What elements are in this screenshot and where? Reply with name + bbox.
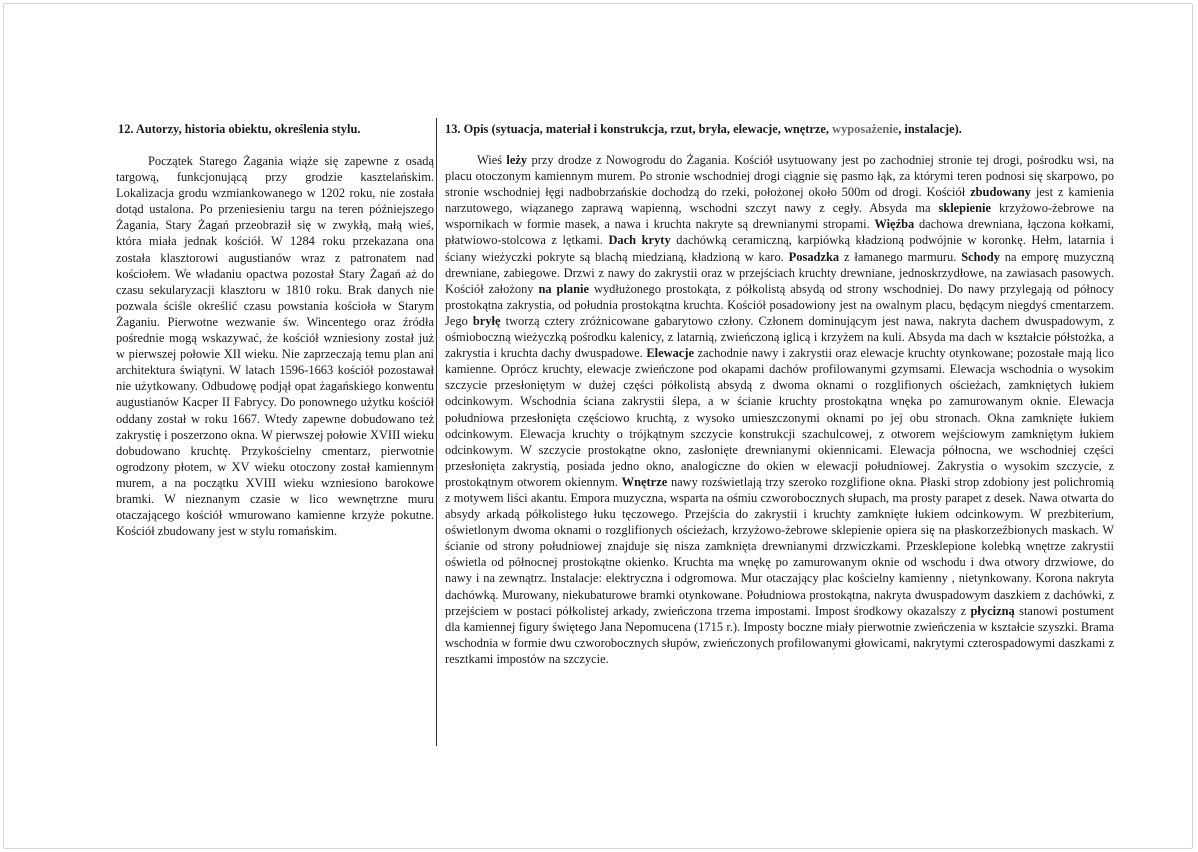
section-12-text	[116, 153, 434, 539]
keyword-bold: sklepienie	[938, 201, 991, 216]
section-12-heading: 12. Autorzy, historia obiektu, określenia stylu.	[118, 122, 361, 136]
keyword-bold: Schody	[961, 249, 1000, 264]
section-12-paragraph: Początek Starego Żagania wiąże się zapewne z osadą targową, funkcjonującą przy grodzie kasztelańskim. Lokalizacja grodu wzmiankowanego w 1202 roku, nie została dotąd ustalona. Po przeniesieniu targu na teren późniejszego Żagania, Stary Żagań przeobraził się w zwykłą, małą wieś, która miała jednak kościół. W 1284 roku przekazana ona została klasztorowi augustianów wraz z patronatem nad kościołem. We władaniu opactwa pozostał Stary Żagań aż do czasu sekularyzacji klasztoru w 1810 roku. Brak danych nie pozwala ściśle określić czasu powstania kościoła w Starym Żaganiu. Pierwotne wezwanie św. Wincentego oraz źródła pośrednie mogą wskazywać, że kościół wzniesiony został już w pierwszej połowie XII wieku. Nie zaprzeczają temu plan ani architektura świątyni. W latach 1596-1663 kościół pozostawał nie użytkowany. Odbudowę podjął opat żagańskiego konwentu augustianów Kacper II Fabrycy. Do ponownego użytku kościół oddany został w roku 1667. Wtedy zapewne dobudowano też zakrystię i poszerzono okna. W pierwszej połowie XVIII wieku dobudowano kruchtę. Przykościelny cmentarz, pierwotnie ogrodzony płotem, w XV wieku otoczony został kamiennym murem, a na początku XVIII wieku wzniesiono barokowe bramki. W nieznanym czasie w lico wewnętrzne muru otaczającego kościół wmurowano kamienne krzyże pokutne. Kościół zbudowany jest w stylu romańskim.	[116, 154, 434, 539]
text-run: dachowa drewniana, łączona kołkami, płatwiowo-stolcowa z lętkami.	[445, 217, 1114, 248]
text-run: nawy rozświetlają trzy szeroko rozglifione okna. Płaski strop zdobiony jest polichromią z motywem liści akantu. Empora muzyczna, wsparta na ośmiu czworobocznych słupach, ma prosty parapet z desek. Nawa otwarta do absydy arkadą półkolistego łuku tęczowego. Przejścia do zakrystii i kruchty zamknięte łukiem odcinkowym. W prezbiterium, oświetlonym dwoma oknami o rozglifionych ościeżach, krzyżowo-żebrowe sklepienie opiera się na płaskorzeźbionych maskach. W ścianie od strony południowej znajduje się nisza zamknięta drewnianymi drzwiczkami. Przesklepione kolebką wnętrze zakrystii oświetla od północnej prostokątne okienko. Kruchta ma wnękę po zamurowanym oknie od wschodu i dwa otwory drzwiowe, do nawy i na zewnątrz. Instalacje: elektryczna i odgromowa. Mur otaczający plac kościelny kamienny , nietynkowany. Korona nakryta dachówką. Murowany, niekubaturowe bramki otynkowane. Południowa prostokątna, nakryta dwuspadowym daszkiem z dachówki, z przejściem w postaci półkolistej arkady, zwieńczona trzema impostami. Impost środkowy okazalszy z	[445, 474, 1114, 618]
text-run: zachodnie nawy i zakrystii oraz elewacje kruchty otynkowane; pozostałe mają lico kamienne. Oprócz kruchty, elewacje zwieńczone pod okapami dachów profilowanymi gzymsami. Elewacja wschodnia o wysokim szczycie przesłoniętym w dużej części półkolistą absydą z dwoma oknami o rozglifionych ościeżach, zamkniętych łukiem odcinkowym. Wschodnia ściana zakrystii ślepa, a w ścianie kruchty prostokątna wnęka po zamurowanym oknie. Elewacja południowa przesłonięta częściowo kruchtą, z wysoko umieszczonymi oknami po jej obu stronach. Okna zamknięte łukiem odcinkowym. Elewacja kruchty o trójkątnym szczycie konstrukcji szachulcowej, z otworem wejściowym zamkniętym łukiem odcinkowym. W szczycie prostokątne okno, zasłonięte drewnianymi okiennicami. Elewacja północna, we wschodniej części przesłonięta zakrystią, posiada jedno okno, analogiczne do okien w elewacji południowej. Zakrystia o wysokim szczycie, z prostokątnym otworem okiennym.	[445, 346, 1114, 489]
keyword-bold: bryłę	[472, 313, 501, 328]
keyword-bold: na planie	[538, 281, 590, 296]
text-run: wydłużonego prostokąta, z półkolistą absydą od strony wschodniej. Do nawy przylegają od północy prostokątna zakrystia, od południa prostokątna kruchta. Kościół posadowiony jest na owalnym placu, będącym niegdyś cmentarzem. Jego	[445, 281, 1114, 328]
keyword-bold: Elewacje	[646, 346, 694, 361]
text-run: z łamanego marmuru.	[839, 249, 962, 264]
text-run: dachówką ceramiczną, karpiówką kładzioną podwójnie w koronkę. Hełm, latarnia i ściany wieżyczki pokryte są blachą miedzianą, kładzioną w karo.	[445, 233, 1115, 264]
section-13-column	[445, 122, 1114, 667]
keyword-bold: Więźba	[874, 217, 915, 232]
keyword-bold: leży	[506, 153, 528, 167]
text-run: na emporę muzyczną drewniane, zabiegowe. Drzwi z nawy do zakrystii oraz w przejściach kruchty drewniane, jednoskrzydłowe, na zawiasach pasowych. Kościół założony	[445, 249, 1115, 296]
text-run: przy drodze z Nowogrodu do Żagania. Kościół usytuowany jest po zachodniej stronie tej drogi, pośrodku wsi, na placu otoczonym kamiennym murem. Po stronie wschodniej drogi ciągnie się pasmo łąk, za którymi teren podnosi się skarpowo, po stronie wschodniej łęgi nadbobrzańskie dochodzą do rzeki, położonej około 500m od drogi. Kościół	[445, 153, 1115, 200]
section-13-heading-faint: wyposażenie	[832, 122, 899, 136]
text-run: stanowi postument dla kamiennej figury świętego Jana Nepomucena (1715 r.). Imposty boczne miały pierwotnie zwieńczenia w kształcie szyszki. Brama wschodnia w formie dwu czworobocznych słupów, zwieńczonych profilowanymi głowicami, nakrytymi czterospadowymi daszkami z resztkami impostów na szczycie.	[445, 603, 1115, 666]
keyword-bold: Dach kryty	[608, 233, 671, 248]
keyword-bold: zbudowany	[970, 185, 1031, 200]
keyword-bold: płycizną	[970, 603, 1015, 618]
section-13-heading-tail: , instalacje).	[898, 122, 962, 136]
text-run: krzyżowo-żebrowe na wspornikach w formie masek, a nawa i kruchta nakryte są drewnianymi stropami.	[445, 201, 1114, 232]
text-run: tworzą cztery zróżnicowane gabarytowo człony. Członem dominującym jest nawa, nakryta dachem dwuspadowym, z ośmioboczną wieżyczką pośrodku kalenicy, z latarnią, zwieńczoną iglicą i krzyżem na kuli. Absyda ma dach w kształcie półstożka, a zakrystia i kruchta dachy dwuspadowe.	[445, 313, 1114, 361]
section-12-column	[116, 122, 434, 539]
text-run: Wieś	[477, 153, 507, 167]
section-13-heading	[445, 122, 1114, 137]
keyword-bold: Posadzka	[788, 249, 840, 264]
text-run: jest z kamienia narzutowego, wiązanego zaprawą wapienną, wschodni szczyt nawy z cegły. Absyda ma	[445, 185, 1114, 216]
section-13-heading-main: 13. Opis (sytuacja, materiał i konstrukcja, rzut, bryła, elewacje, wnętrze,	[445, 122, 833, 136]
keyword-bold: Wnętrze	[621, 474, 668, 489]
section-13-text	[445, 152, 1114, 667]
column-divider	[436, 118, 437, 746]
